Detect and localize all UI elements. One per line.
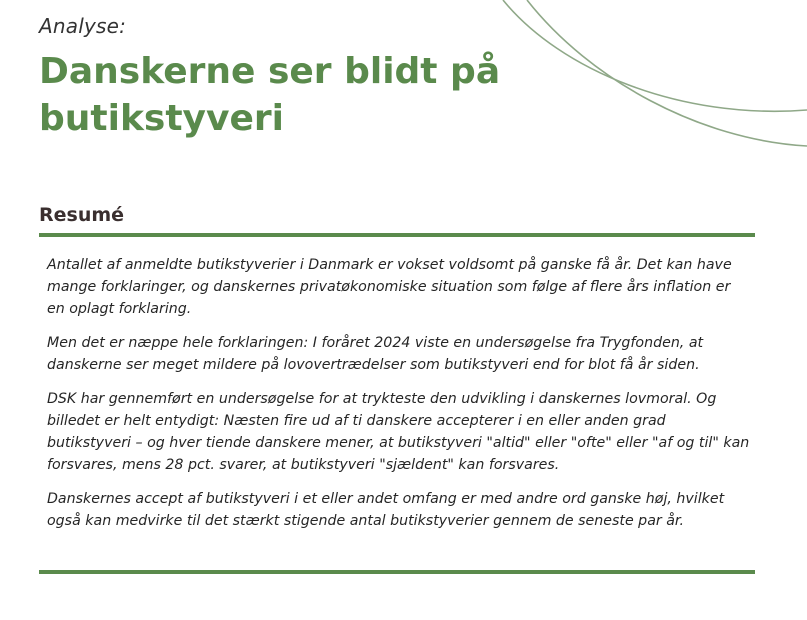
decor-arc-outer: [503, 0, 807, 111]
summary-paragraph-4: Danskernes accept af butikstyveri i et eller andet omfang er med andre ord ganske høj, hvilket også kan medvirke til det stærkt stigende antal butikstyverier gennem de seneste par år.: [47, 491, 725, 529]
kicker-label: Analyse:: [39, 14, 127, 38]
summary-top-rule: [39, 233, 755, 237]
summary-paragraph-1: Antallet af anmeldte butikstyverier i Danmark er vokset voldsomt på ganske få år. Det kan have mange forklaringer, og danskernes privatøkonomiske situation som følge af flere års inflation er en oplagt forklaring.: [47, 257, 732, 317]
summary-bottom-rule: [39, 570, 755, 574]
summary-body: [47, 254, 752, 544]
decor-arc-inner: [527, 0, 807, 146]
summary-heading: Resumé: [39, 204, 125, 226]
summary-paragraph-3: DSK har gennemført en undersøgelse for at trykteste den udvikling i danskernes lovmoral. Og billedet er helt entydigt: Næsten fire ud af ti danskere accepterer i en eller anden grad butikstyveri – og hver tiende danskere mener, at butikstyveri "altid" eller "ofte" eller "af og til" kan forsvares, mens 28 pct. svarer, at butikstyveri "sjældent" kan forsvares.: [47, 391, 750, 473]
page-title: Danskerne ser blidt på butikstyveri: [39, 51, 501, 139]
summary-paragraph-2: Men det er næppe hele forklaringen: I foråret 2024 viste en undersøgelse fra Trygfonden, at danskerne ser meget mildere på lovovertrædelser som butikstyveri end for blot få år siden.: [47, 335, 704, 373]
